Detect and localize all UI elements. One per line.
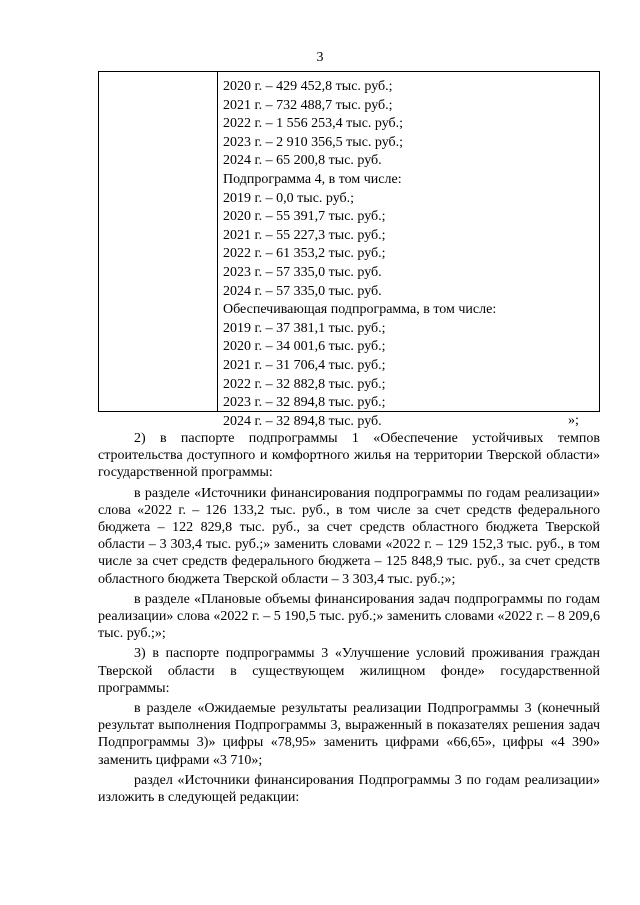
table-line: 2022 г. – 32 882,8 тыс. руб.; [223,376,386,392]
funding-table [98,71,600,429]
paragraph: раздел «Источники финансирования Подпрограммы 3 по годам реализации» изложить в следующей редакции: [98,772,600,806]
table-line: 2020 г. – 55 391,7 тыс. руб.; [223,209,386,225]
paragraph: в разделе «Источники финансирования подпрограммы по годам реализации» слова «2022 г. – 126 133,2 тыс. руб., в том числе за счет средств федерального бюджета – 122 829,8 тыс. руб., за счет средств областного бюджета Тверской области – 3 303,4 тыс. руб.;» заменить словами «2022 г. – 129 152,3 тыс. руб., в том числе за счет средств федерального бюджета – 125 848,9 тыс. руб., за счет средств областного бюджета Тверской области – 3 303,4 тыс. руб.;»; [98,485,600,587]
paragraph: в разделе «Плановые объемы финансирования задач подпрограммы по годам реализации» слова «2022 г. – 5 190,5 тыс. руб.;» заменить словами «2022 г. – 8 209,6 тыс. руб.;»; [98,591,600,642]
page-number: 3 [316,50,324,65]
paragraph: в разделе «Ожидаемые результаты реализации Подпрограммы 3 (конечный результат выполнения Подпрограммы 3, выраженный в показателях решения задач Подпрограммы 3)» цифры «78,95» заменить цифрами «66,65», цифры «4 390» заменить цифрами «3 710»; [98,701,600,768]
table-line: 2021 г. – 732 488,7 тыс. руб.; [223,97,393,113]
table-line: 2023 г. – 2 910 356,5 тыс. руб.; [223,134,404,150]
table-line: 2023 г. – 32 894,8 тыс. руб.; [223,395,386,411]
table-line: 2022 г. – 61 353,2 тыс. руб.; [223,246,386,262]
table-line: 2020 г. – 429 452,8 тыс. руб.; [223,79,393,94]
paragraph: 3) в паспорте подпрограммы 3 «Улучшение условий проживания граждан Тверской области в существующем жилищном фонде» государственной программы: [98,646,600,696]
table-line: 2024 г. – 32 894,8 тыс. руб. [223,413,382,429]
table-line: Обеспечивающая подпрограмма, в том числе: [223,302,497,318]
table-line: 2021 г. – 55 227,3 тыс. руб.; [223,227,386,243]
table-line: 2024 г. – 65 200,8 тыс. руб. [223,153,382,169]
table-line: 2021 г. – 31 706,4 тыс. руб.; [223,357,386,373]
paragraph: 2) в паспорте подпрограммы 1 «Обеспечение устойчивых темпов строительства доступного и комфортного жилья на территории Тверской области» государственной программы: [98,431,600,481]
table-line: 2019 г. – 0,0 тыс. руб.; [223,190,355,206]
table-line: 2020 г. – 34 001,6 тыс. руб.; [223,339,386,355]
table-line: Подпрограмма 4, в том числе: [223,171,402,187]
table-line: 2019 г. – 37 381,1 тыс. руб.; [223,320,386,336]
document-body [98,430,600,809]
table-close-mark: »; [568,413,579,428]
table-line: 2023 г. – 57 335,0 тыс. руб. [223,264,382,280]
table-cell-funding [223,78,496,431]
table-line: 2024 г. – 57 335,0 тыс. руб. [223,283,382,299]
table-column-divider [217,72,218,411]
table-line: 2022 г. – 1 556 253,4 тыс. руб.; [223,116,404,132]
